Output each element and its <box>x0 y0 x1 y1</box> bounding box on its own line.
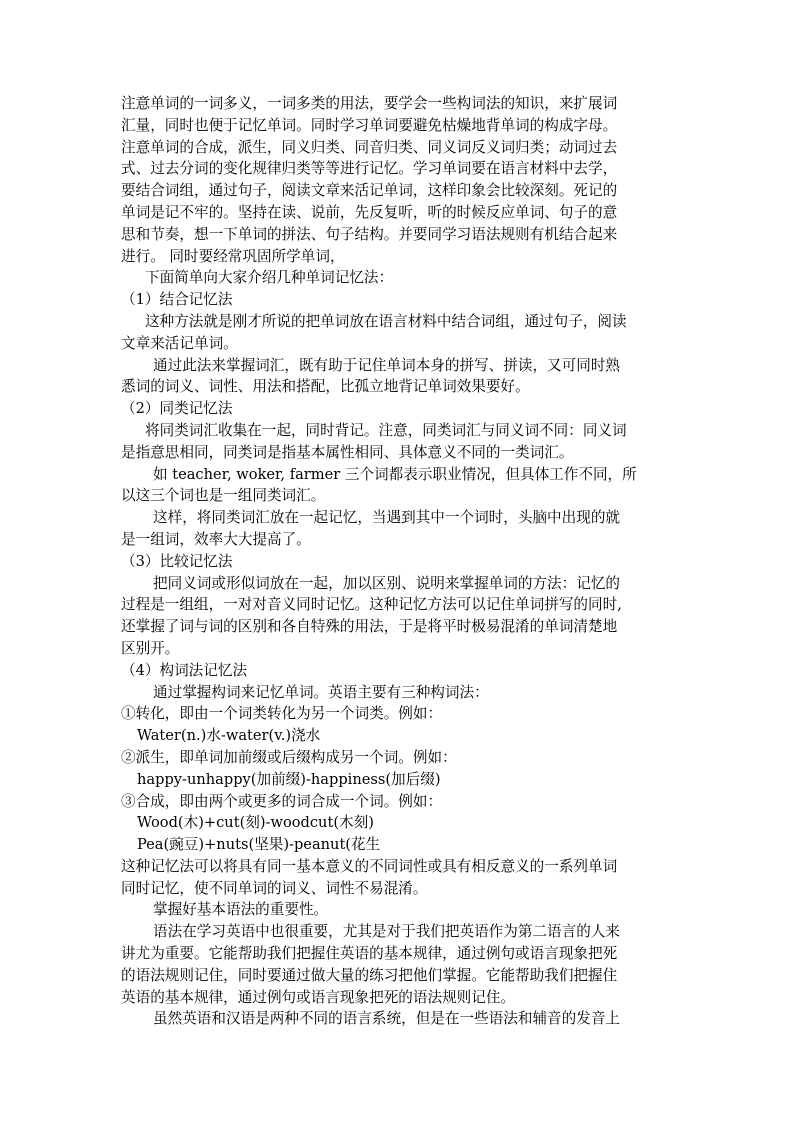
text-line: 同时记忆，使不同单词的词义、词性不易混淆。 <box>121 879 428 897</box>
text-line: 要结合词组，通过句子，阅读文章来活记单词，这样印象会比较深刻。死记的 <box>121 182 618 200</box>
text-line: 文章来活记单词。 <box>121 334 238 352</box>
intro-line: 下面简单向大家介绍几种单词记忆法： <box>145 269 394 287</box>
text-line: 通过掌握构词来记忆单词。英语主要有三种构词法： <box>153 683 489 701</box>
text-line: ③合成，即由两个或更多的词合成一个词。例如： <box>121 792 443 810</box>
text-line: 这种方法就是刚才所说的把单词放在语言材料中结合词组，通过句子，阅读 <box>145 312 627 330</box>
section-heading: （3）比较记忆法 <box>121 552 233 570</box>
example-line: Water(n.)水-water(v.)浇水 <box>137 727 321 745</box>
text-line: 还掌握了词与词的区别和各自特殊的用法，于是将平时极易混淆的单词清楚地 <box>121 618 618 636</box>
text-line: 这种记忆法可以将具有同一基本意义的不同词性或具有相反意义的一系列单词 <box>121 857 618 875</box>
text-line: 的语法规则记住，同时要通过做大量的练习把他们掌握。它能帮助我们把握住 <box>121 966 618 984</box>
document-body <box>121 93 683 1030</box>
text-line: 英语的基本规律，通过例句或语言现象把死的语法规则记住。 <box>121 988 516 1006</box>
text-line: 语法在学习英语中也很重要，尤其是对于我们把英语作为第二语言的人来 <box>153 923 621 941</box>
text-line: 注意单词的合成，派生，同义归类、同音归类、同义词反义词归类；动词过去 <box>121 138 618 156</box>
text-line: 以这三个词也是一组同类词汇。 <box>121 487 326 505</box>
text-line: 注意单词的一词多义，一词多类的用法，要学会一些构词法的知识，来扩展词 <box>121 95 618 112</box>
text-line: 虽然英语和汉语是两种不同的语言系统，但是在一些语法和辅音的发音上 <box>153 1010 621 1028</box>
text-line: 把同义词或形似词放在一起，加以区别、说明来掌握单词的方法：记忆的 <box>153 574 621 592</box>
text-line: 讲尤为重要。它能帮助我们把握住英语的基本规律，通过例句或语言现象把死 <box>121 945 618 963</box>
text-line: 掌握好基本语法的重要性。 <box>153 901 329 919</box>
text-line: 这样，将同类词汇放在一起记忆，当遇到其中一个词时，头脑中出现的就 <box>153 509 621 527</box>
text-line: ①转化，即由一个词类转化为另一个词类。例如： <box>121 705 443 723</box>
text-line: 通过此法来掌握词汇，既有助于记住单词本身的拼写、拼读，又可同时熟 <box>153 356 621 374</box>
example-line: Wood(木)+cut(刻)-woodcut(木刻) <box>137 814 374 832</box>
text-line: 单词是记不牢的。坚持在读、说前，先反复听，听的时候反应单词、句子的意 <box>121 203 618 221</box>
text-line: 思和节奏，想一下单词的拼法、句子结构。并要同学习语法规则有机结合起来 <box>121 225 618 243</box>
example-line: happy-unhappy(加前缀)-happiness(加后缀) <box>137 770 441 788</box>
section-heading: （4）构词法记忆法 <box>121 661 248 679</box>
text-line: 是指意思相同，同类词是指基本属性相同、具体意义不同的一类词汇。 <box>121 443 574 461</box>
example-line: Pea(豌豆)+nuts(坚果)-peanut(花生 <box>137 836 381 854</box>
text-line: 过程是一组组，一对对音义同时记忆。这种记忆方法可以记住单词拼写的同时, <box>121 596 622 614</box>
text-line: 汇量，同时也便于记忆单词。同时学习单词要避免枯燥地背单词的构成字母。 <box>121 116 618 134</box>
text-line: 式、过去分词的变化规律归类等等进行记忆。学习单词要在语言材料中去学， <box>121 160 618 178</box>
text-line: 区别开。 <box>121 639 180 657</box>
text-line: 进行。 同时要经常巩固所学单词， <box>121 247 345 265</box>
text-line: 如 teacher, woker, farmer 三个词都表示职业情况，但具体工作不同，所 <box>153 465 637 483</box>
section-heading: （1）结合记忆法 <box>121 291 233 309</box>
text-line: 将同类词汇收集在一起，同时背记。注意，同类词汇与同义词不同：同义词 <box>145 421 627 439</box>
text-line: 悉词的词义、词性、用法和搭配，比孤立地背记单词效果要好。 <box>121 378 530 396</box>
text-line: ②派生，即单词加前缀或后缀构成另一个词。例如： <box>121 748 457 766</box>
section-heading: （2）同类记忆法 <box>121 400 233 418</box>
text-line: 是一组词，效率大大提高了。 <box>121 530 311 548</box>
